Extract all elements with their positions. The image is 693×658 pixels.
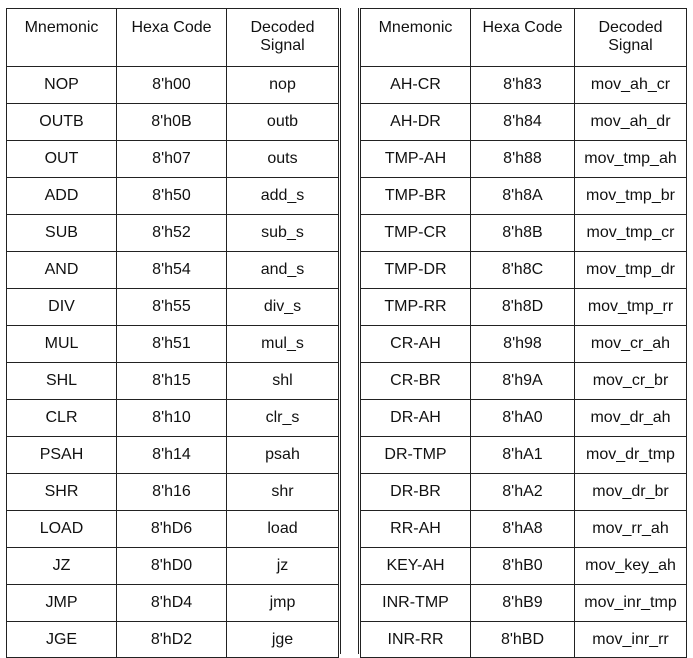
decoded-signal-cell: mov_tmp_rr: [575, 289, 687, 326]
hex-code-cell: 8'h10: [117, 400, 227, 437]
table-row: [7, 622, 339, 658]
decoded-signal-cell: mov_ah_dr: [575, 104, 687, 141]
mnemonic-cell: TMP-DR: [361, 252, 471, 289]
decoded-signal-cell: outb: [227, 104, 339, 141]
table-row: [7, 178, 339, 215]
decoded-signal-cell: mov_inr_rr: [575, 622, 687, 658]
opcode-table-left: [6, 8, 339, 658]
table-row: [361, 585, 687, 622]
mnemonic-cell: ADD: [7, 178, 117, 215]
mnemonic-cell: OUT: [7, 141, 117, 178]
decoded-signal-cell: mov_ah_cr: [575, 67, 687, 104]
header-decoded-line1: Decoded: [250, 19, 315, 36]
table-row: [361, 622, 687, 658]
hex-code-cell: 8'hA8: [471, 511, 575, 548]
mnemonic-cell: NOP: [7, 67, 117, 104]
header-decoded-line1: Decoded: [598, 19, 663, 36]
decoded-signal-cell: mov_key_ah: [575, 548, 687, 585]
table-row: [361, 104, 687, 141]
decoded-signal-cell: shr: [227, 474, 339, 511]
mnemonic-cell: SUB: [7, 215, 117, 252]
decoded-signal-cell: outs: [227, 141, 339, 178]
table-row: [361, 548, 687, 585]
hex-code-cell: 8'h51: [117, 326, 227, 363]
mnemonic-cell: JZ: [7, 548, 117, 585]
decoded-signal-cell: add_s: [227, 178, 339, 215]
hex-code-cell: 8'h84: [471, 104, 575, 141]
hex-code-cell: 8'h0B: [117, 104, 227, 141]
hex-code-cell: 8'hA2: [471, 474, 575, 511]
hex-code-cell: 8'h88: [471, 141, 575, 178]
decoded-signal-cell: jge: [227, 622, 339, 658]
hex-code-cell: 8'hBD: [471, 622, 575, 658]
header-decoded-line2: Signal: [260, 37, 305, 54]
mnemonic-cell: AH-DR: [361, 104, 471, 141]
hex-code-cell: 8'h8D: [471, 289, 575, 326]
decoded-signal-cell: and_s: [227, 252, 339, 289]
hex-code-cell: 8'h8A: [471, 178, 575, 215]
table-row: [7, 437, 339, 474]
mnemonic-cell: DR-TMP: [361, 437, 471, 474]
decoded-signal-cell: div_s: [227, 289, 339, 326]
table-row: [361, 141, 687, 178]
header-decoded-signal: [575, 9, 687, 67]
table-row: [7, 363, 339, 400]
header-hexa-code: Hexa Code: [471, 9, 575, 67]
hex-code-cell: 8'h52: [117, 215, 227, 252]
mnemonic-cell: TMP-CR: [361, 215, 471, 252]
hex-code-cell: 8'hD2: [117, 622, 227, 658]
table-row: [361, 289, 687, 326]
decoded-signal-cell: mul_s: [227, 326, 339, 363]
mnemonic-cell: TMP-BR: [361, 178, 471, 215]
table-row: [7, 215, 339, 252]
decoded-signal-cell: mov_cr_br: [575, 363, 687, 400]
hex-code-cell: 8'h83: [471, 67, 575, 104]
decoded-signal-cell: nop: [227, 67, 339, 104]
decoded-signal-cell: mov_tmp_ah: [575, 141, 687, 178]
table-row: [361, 215, 687, 252]
mnemonic-cell: RR-AH: [361, 511, 471, 548]
header-hexa-code: Hexa Code: [117, 9, 227, 67]
mnemonic-cell: KEY-AH: [361, 548, 471, 585]
decoded-signal-cell: jmp: [227, 585, 339, 622]
mnemonic-cell: AH-CR: [361, 67, 471, 104]
opcode-table-right: [360, 8, 687, 658]
table-row: [361, 178, 687, 215]
table-row: [361, 400, 687, 437]
hex-code-cell: 8'hD4: [117, 585, 227, 622]
hex-code-cell: 8'hB9: [471, 585, 575, 622]
table-row: [361, 252, 687, 289]
table-row: [361, 67, 687, 104]
header-row: [7, 9, 339, 67]
table-row: [361, 511, 687, 548]
table-row: [361, 437, 687, 474]
decoded-signal-cell: mov_tmp_br: [575, 178, 687, 215]
hex-code-cell: 8'hB0: [471, 548, 575, 585]
header-decoded-line2: Signal: [608, 37, 653, 54]
hex-code-cell: 8'hD6: [117, 511, 227, 548]
decoded-signal-cell: mov_dr_br: [575, 474, 687, 511]
table-row: [7, 252, 339, 289]
hex-code-cell: 8'h55: [117, 289, 227, 326]
table-row: [361, 363, 687, 400]
hex-code-cell: 8'h50: [117, 178, 227, 215]
mnemonic-cell: JGE: [7, 622, 117, 658]
table-row: [361, 326, 687, 363]
hex-code-cell: 8'h9A: [471, 363, 575, 400]
mnemonic-cell: SHR: [7, 474, 117, 511]
decoded-signal-cell: load: [227, 511, 339, 548]
decoded-signal-cell: psah: [227, 437, 339, 474]
mnemonic-cell: SHL: [7, 363, 117, 400]
mnemonic-cell: CR-AH: [361, 326, 471, 363]
mnemonic-cell: INR-TMP: [361, 585, 471, 622]
hex-code-cell: 8'h07: [117, 141, 227, 178]
mnemonic-cell: PSAH: [7, 437, 117, 474]
table-row: [7, 548, 339, 585]
hex-code-cell: 8'h8C: [471, 252, 575, 289]
mnemonic-cell: DR-AH: [361, 400, 471, 437]
mnemonic-cell: JMP: [7, 585, 117, 622]
decoded-signal-cell: mov_rr_ah: [575, 511, 687, 548]
table-row: [7, 511, 339, 548]
hex-code-cell: 8'h16: [117, 474, 227, 511]
decoded-signal-cell: mov_cr_ah: [575, 326, 687, 363]
table-row: [7, 585, 339, 622]
table-row: [7, 67, 339, 104]
mnemonic-cell: OUTB: [7, 104, 117, 141]
mnemonic-cell: TMP-AH: [361, 141, 471, 178]
mnemonic-cell: MUL: [7, 326, 117, 363]
header-row: [361, 9, 687, 67]
mnemonic-cell: DIV: [7, 289, 117, 326]
decoded-signal-cell: mov_tmp_cr: [575, 215, 687, 252]
decoded-signal-cell: jz: [227, 548, 339, 585]
hex-code-cell: 8'h15: [117, 363, 227, 400]
hex-code-cell: 8'hA0: [471, 400, 575, 437]
hex-code-cell: 8'h14: [117, 437, 227, 474]
table-divider-right: [358, 8, 359, 654]
table-row: [7, 474, 339, 511]
decoded-signal-cell: clr_s: [227, 400, 339, 437]
hex-code-cell: 8'h8B: [471, 215, 575, 252]
mnemonic-cell: TMP-RR: [361, 289, 471, 326]
decoded-signal-cell: mov_dr_ah: [575, 400, 687, 437]
hex-code-cell: 8'h00: [117, 67, 227, 104]
mnemonic-cell: LOAD: [7, 511, 117, 548]
decoded-signal-cell: mov_dr_tmp: [575, 437, 687, 474]
table-divider-left: [340, 8, 341, 654]
table-row: [361, 474, 687, 511]
hex-code-cell: 8'h98: [471, 326, 575, 363]
hex-code-cell: 8'hA1: [471, 437, 575, 474]
mnemonic-cell: DR-BR: [361, 474, 471, 511]
mnemonic-cell: CLR: [7, 400, 117, 437]
header-mnemonic: Mnemonic: [361, 9, 471, 67]
decoded-signal-cell: mov_tmp_dr: [575, 252, 687, 289]
mnemonic-cell: INR-RR: [361, 622, 471, 658]
table-row: [7, 400, 339, 437]
table-row: [7, 104, 339, 141]
hex-code-cell: 8'h54: [117, 252, 227, 289]
decoded-signal-cell: sub_s: [227, 215, 339, 252]
hex-code-cell: 8'hD0: [117, 548, 227, 585]
table-row: [7, 326, 339, 363]
mnemonic-cell: AND: [7, 252, 117, 289]
mnemonic-cell: CR-BR: [361, 363, 471, 400]
header-mnemonic: Mnemonic: [7, 9, 117, 67]
table-row: [7, 289, 339, 326]
decoded-signal-cell: shl: [227, 363, 339, 400]
decoded-signal-cell: mov_inr_tmp: [575, 585, 687, 622]
table-row: [7, 141, 339, 178]
header-decoded-signal: [227, 9, 339, 67]
